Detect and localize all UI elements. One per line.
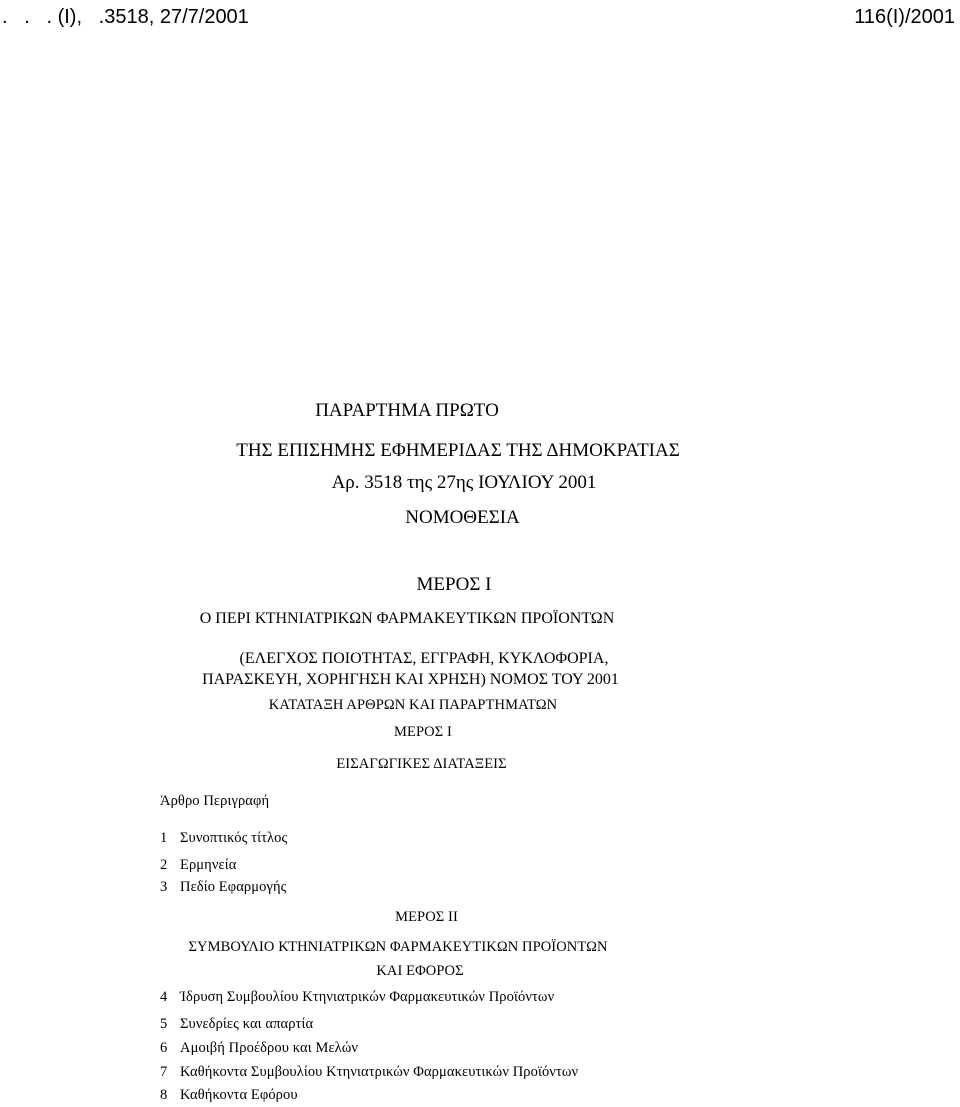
law-title-line2: (ΕΛΕΓΧΟΣ ΠΟΙΟΤΗΤΑΣ, ΕΓΓΡΑΦΗ, ΚΥΚΛΟΦΟΡΙΑ, [239,650,609,667]
part-title: ΜΕΡΟΣ Ι [416,574,492,595]
list-item [160,1040,358,1057]
part1-subheading: ΕΙΣΑΓΩΓΙΚΕΣ ΔΙΑΤΑΞΕΙΣ [336,756,507,772]
article-description: Καθήκοντα Συμβουλίου Κτηνιατρικών Φαρμακευτικών Προϊόντων [180,1064,579,1080]
article-description: Συνοπτικός τίτλος [180,830,288,846]
gazette-reference: . . . (I), .3518, 27/7/2001 [2,6,249,28]
list-item [160,1064,578,1081]
article-description: Καθήκοντα Εφόρου [180,1087,298,1103]
article-number: 2 [160,857,168,873]
article-number: 4 [160,989,168,1005]
list-item [160,879,286,896]
list-item [160,857,236,874]
article-number: 6 [160,1040,168,1056]
list-item [160,1016,313,1033]
law-number: 116(I)/2001 [854,6,955,28]
article-number: 1 [160,830,168,846]
section-title: ΝΟΜΟΘΕΣΙΑ [405,507,520,528]
law-title-line3: ΠΑΡΑΣΚΕΥΗ, ΧΟΡΗΓΗΣΗ ΚΑΙ ΧΡΗΣΗ) ΝΟΜΟΣ ΤΟΥ 2001 [202,671,619,688]
part2-subheading-line1: ΣΥΜΒΟΥΛΙΟ ΚΤΗΝΙΑΤΡΙΚΩΝ ΦΑΡΜΑΚΕΥΤΙΚΩΝ ΠΡΟΪΟΝΤΩΝ [188,939,608,955]
annex-title: ΠΑΡΑΡΤΗΜΑ ΠΡΩΤΟ [315,400,499,421]
columns-label: Άρθρο Περιγραφή [160,793,270,809]
arrangement-heading: ΚΑΤΑΤΑΞΗ ΑΡΘΡΩΝ ΚΑΙ ΠΑΡΑΡΤΗΜΑΤΩΝ [268,697,558,713]
part1-heading: ΜΕΡΟΣ Ι [394,724,452,740]
list-item [160,989,554,1006]
law-title-line1: Ο ΠΕΡΙ ΚΤΗΝΙΑΤΡΙΚΩΝ ΦΑΡΜΑΚΕΥΤΙΚΩΝ ΠΡΟΪΟΝΤΩΝ [199,610,615,627]
article-number: 8 [160,1087,168,1103]
article-description: Συνεδρίες και απαρτία [180,1016,314,1032]
article-description: Πεδίο Εφαρμογής [180,879,287,895]
list-item [160,1087,298,1104]
part2-heading: ΜΕΡΟΣ ΙΙ [395,909,458,925]
article-number: 3 [160,879,168,895]
part2-subheading-line2: ΚΑΙ ΕΦΟΡΟΣ [376,963,464,979]
page-header [0,2,960,32]
article-number: 7 [160,1064,168,1080]
article-description: Ίδρυση Συμβουλίου Κτηνιατρικών Φαρμακευτικών Προϊόντων [180,989,555,1005]
list-item [160,830,287,847]
gazette-title: ΤΗΣ ΕΠΙΣΗΜΗΣ ΕΦΗΜΕΡΙΔΑΣ ΤΗΣ ΔΗΜΟΚΡΑΤΙΑΣ [236,440,680,461]
article-number: 5 [160,1016,168,1032]
issue-line: Αρ. 3518 της 27ης ΙΟΥΛΙΟΥ 2001 [331,472,597,493]
article-description: Ερμηνεία [180,857,237,873]
article-description: Αμοιβή Προέδρου και Μελών [180,1040,359,1056]
